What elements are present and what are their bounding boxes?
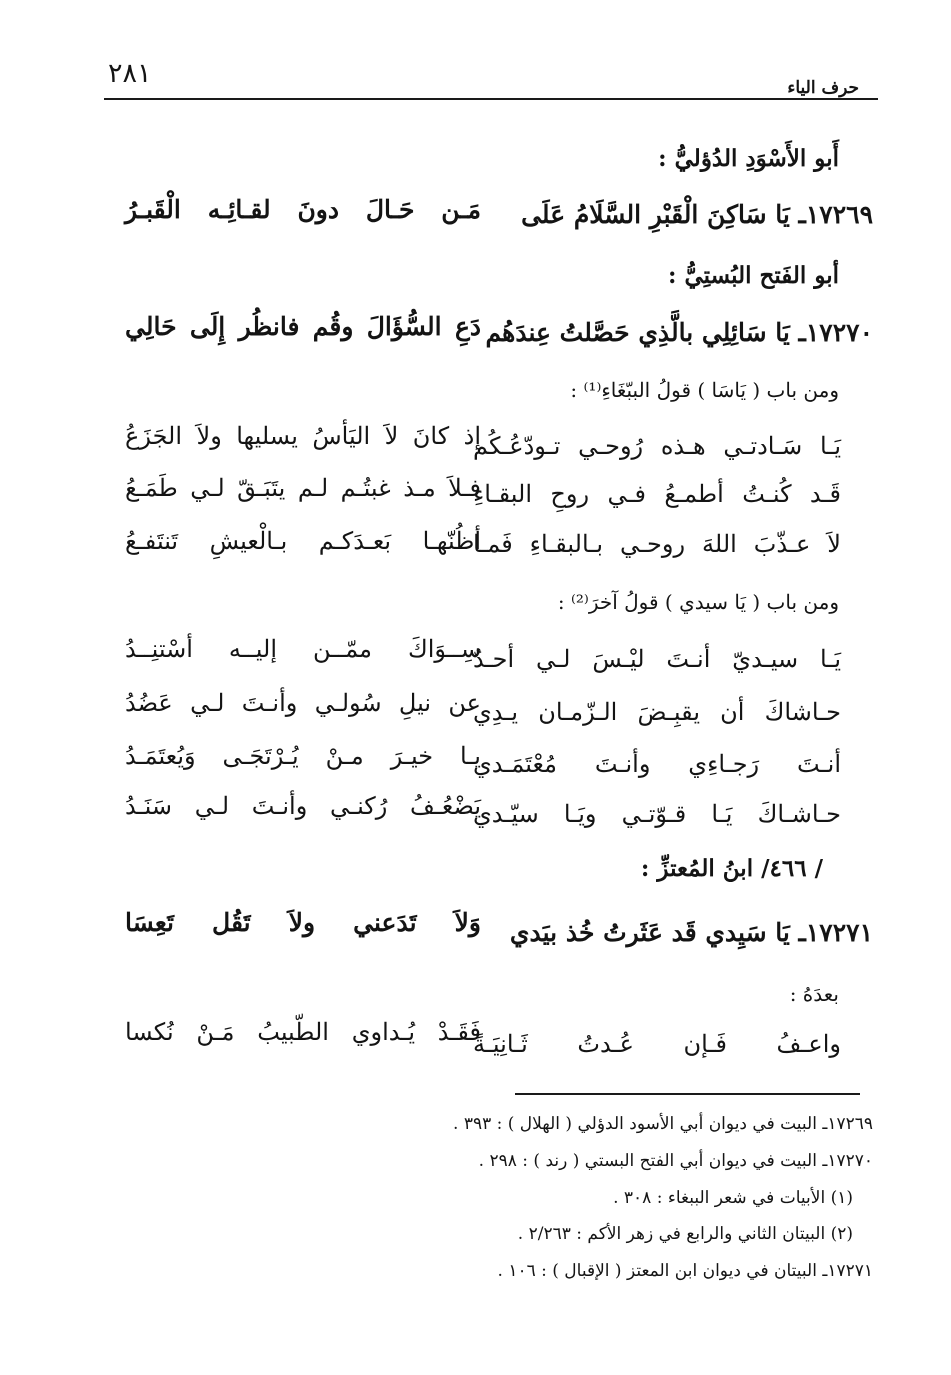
- verse-second-hemistich: أظُنّهـا بَعـدَكـم بـالْعيشِ تَنتَفـعُ: [125, 527, 481, 555]
- verse-first-hemistich: لاَ عـذّبَ اللهَ روحـي بـالبقـاءِ فَمـا: [473, 530, 841, 558]
- verse-first-hemistich: حـاشـاكَ يَـا قـوّتـي ويَـا سيّـدي: [473, 800, 841, 828]
- section-note: بعدَهُ :: [789, 982, 839, 1006]
- footnote-rule: [515, 1093, 860, 1095]
- verse-second-hemistich: مَـن حَـالَ دونَ لقـائِـه الْقَبـرُ: [125, 195, 481, 224]
- footnote: ١٧٢٧١ـ البيتان في ديوان ابن المعتز ( الإقبال ) : ١٠٦ .: [497, 1261, 873, 1281]
- footnote: ١٧٢٧٠ـ البيت في ديوان أبي الفتح البستي ( رند ) : ٢٩٨ .: [478, 1151, 873, 1171]
- verse-second-hemistich: دَعِ السُّؤَالَ وقُم فانظُر إِلَى حَالِي: [125, 312, 481, 341]
- verse-second-hemistich: سِــوَاكَ ممّــن إليــه أسْتنِــدُ: [125, 635, 481, 663]
- page-number: ٢٨١: [108, 58, 152, 89]
- verse-first-hemistich: ١٧٢٦٩ـ يَا سَاكِنَ الْقَبْرِ السَّلَامُ عَلَى: [521, 200, 873, 229]
- verse-first-hemistich: أنـتَ رَجـاءِي وأنـتَ مُعْتَمَـدي: [473, 750, 841, 778]
- poet-heading: / ٤٦٦/ ابنُ المُعتزِّ :: [640, 855, 823, 882]
- verse-first-hemistich: ١٧٢٧١ـ يَا سَيِدي قَد عَثَرتُ خُذ بيَدي: [509, 918, 873, 947]
- footnote: (١) الأبيات في شعر الببغاء : ٣٠٨ .: [613, 1188, 853, 1208]
- section-note: ومن باب ( يَا سيدي ) قولُ آخرَ⁽²⁾ :: [557, 590, 839, 614]
- verse-first-hemistich: حـاشاكَ أن يقبِـضَ الـزّمـان يـدِي: [473, 698, 841, 726]
- verse-first-hemistich: واعـفُ فَـإن عُـدتُ ثَـانِيَـةً: [473, 1030, 841, 1058]
- header-rule: [104, 98, 878, 100]
- verse-second-hemistich: فـلاَ مـذ غبتُـم لـم يتَبَـقّ لـي طَمَـعُ: [125, 474, 481, 502]
- section-note: ومن باب ( يَاسَا ) قولُ الببّغَاءِ⁽¹⁾ :: [570, 378, 839, 402]
- verse-first-hemistich: ١٧٢٧٠ـ يَا سَائِلِي بالَّذِي حَصَّلتُ عِندَهُم: [485, 318, 873, 347]
- poet-heading: أَبو الأَسْوَدِ الدُؤليُّ :: [658, 145, 839, 172]
- verse-first-hemistich: يَـا سَـادتـي هـذه رُوحـي تـودّعُـكُم: [473, 432, 841, 460]
- verse-second-hemistich: عن نيلِ سُولـي وأنـتَ لـي عَضُدُ: [125, 689, 481, 717]
- verse-second-hemistich: وَلاَ تَدَعني ولاَ تَقُل تَعِسَا: [125, 908, 481, 937]
- running-title: حرف الياء: [787, 78, 859, 98]
- poet-heading: أبو الفَتح البُستِيُّ :: [668, 262, 839, 289]
- verse-second-hemistich: يـا خيـرَ مـنْ يُـرْتَجَـى وَيُعتَمَـدُ: [125, 742, 481, 770]
- footnote: ١٧٢٦٩ـ البيت في ديوان أبي الأسود الدؤلي ( الهلال ) : ٣٩٣ .: [453, 1114, 873, 1134]
- verse-first-hemistich: قَـد كُنـتُ أطمـعُ فـي روحِ البقـاءِ: [473, 480, 841, 508]
- verse-second-hemistich: فَقَـدْ يُـداوي الطّبيبُ مَـنْ نُكسا: [125, 1018, 481, 1046]
- verse-first-hemistich: يَـا سيـديّ أنـتَ ليْـسَ لـي أحـدٌ: [473, 645, 841, 673]
- verse-second-hemistich: يَضْعُـفُ رُكنـي وأنـتَ لـي سَنَـدُ: [125, 792, 481, 820]
- verse-second-hemistich: إذ كانَ لاَ اليَأسُ يسليها ولاَ الجَزَعُ: [125, 422, 481, 450]
- footnote: (٢) البيتان الثاني والرابع في زهر الأكم : ٢/٢٦٣ .: [517, 1224, 853, 1244]
